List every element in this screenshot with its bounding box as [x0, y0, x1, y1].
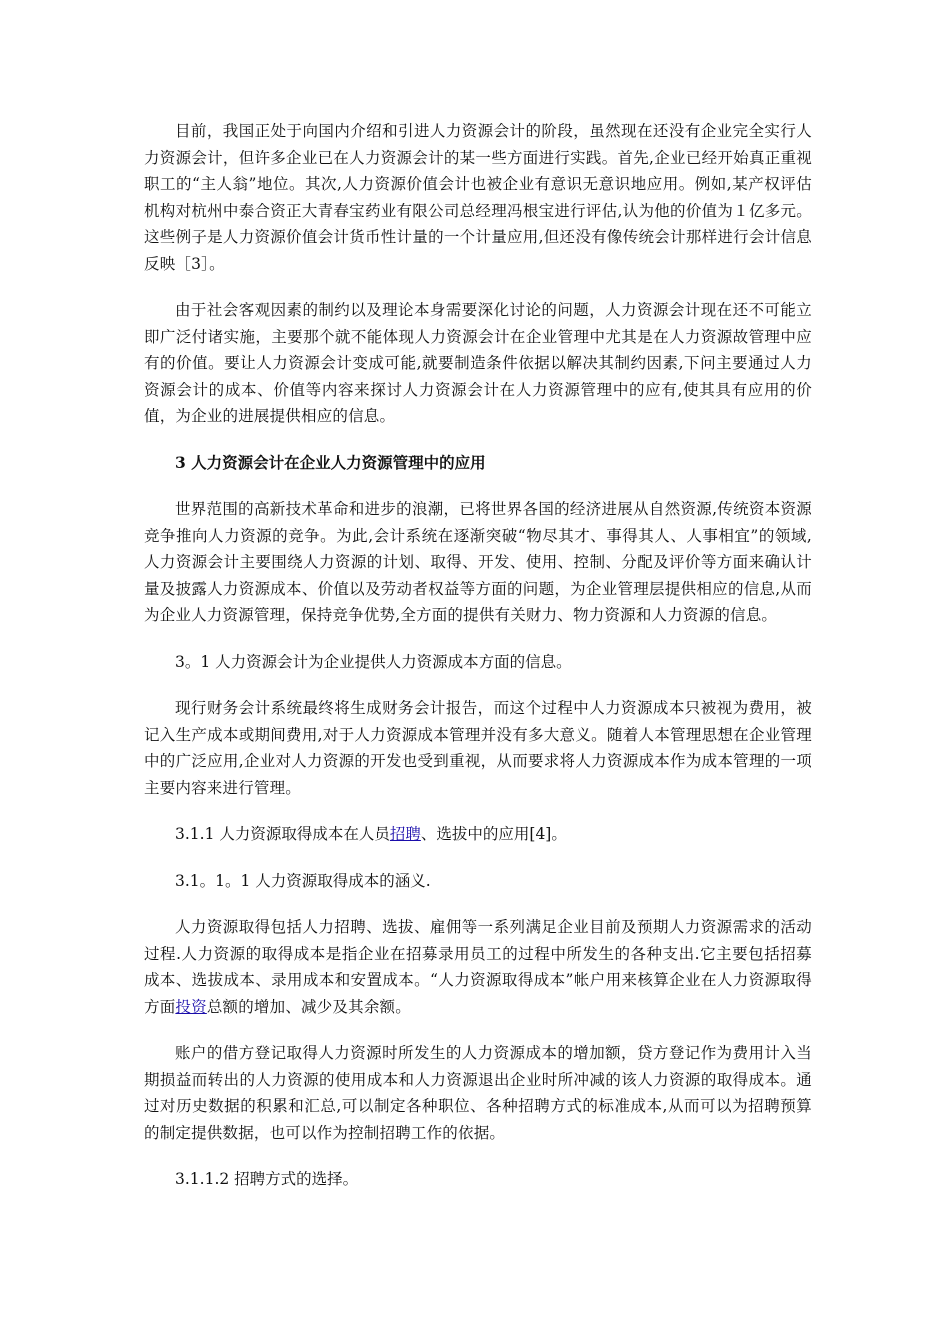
paragraph-account-entries: 账户的借方登记取得人力资源时所发生的人力资源成本的增加额，贷方登记作为费用计入当期损益而转出的人力资源的使用成本和人力资源退出企业时所冲减的该人力资源的取得成本。通过对历史数据的积累和汇总,可以制定各种职位、各种招聘方式的标准成本,从而可以为招聘预算的制定提供数据，也可以作为控制招聘工作的依据。	[144, 1044, 812, 1142]
paragraph-text-after-link: 总额的增加、减少及其余额。	[206, 997, 411, 1016]
subsection-heading-3-1-1-2: 3.1.1.2 招聘方式的选择。	[175, 1170, 359, 1188]
subsection-heading-3-1-1	[144, 821, 812, 848]
paragraph-constraints: 由于社会客观因素的制约以及理论本身需要深化讨论的问题，人力资源会计现在还不可能立即广泛付诸实施，主要那个就不能体现人力资源会计在企业管理中尤其是在人力资源故管理中应有的价值。要让人力资源会计变成可能,就要制造条件依据以解决其制约因素,下问主要通过人力资源会计的成本、价值等内容来探讨人力资源会计在人力资源管理中的应有,使其具有应用的价值，为企业的进展提供相应的信息。	[144, 301, 812, 425]
paragraph-cost-info: 现行财务会计系统最终将生成财务会计报告，而这个过程中人力资源成本只被视为费用，被记入生产成本或期间费用,对于人力资源成本管理并没有多大意义。随着人本管理思想在企业管理中的广泛应用,企业对人力资源的开发也受到重视，从而要求将人力资源成本作为成本管理的一项主要内容来进行管理。	[144, 699, 812, 797]
paragraph-current-status: 目前，我国正处于向国内介绍和引进人力资源会计的阶段，虽然现在还没有企业完全实行人力资源会计，但许多企业已在人力资源会计的某一些方面进行实践。首先,企业已经开始真正重视职工的“主人翁”地位。其次,人力资源价值会计也被企业有意识无意识地应用。例如,某产权评估机构对杭州中泰合资正大青春宝药业有限公司总经理冯根宝进行评估,认为他的价值为１亿多元。这些例子是人力资源价值会计货币性计量的一个计量应用,但还没有像传统会计那样进行会计信息反映［3］。	[144, 122, 812, 273]
paragraph-world-trends: 世界范围的高新技术革命和进步的浪潮，已将世界各国的经济进展从自然资源,传统资本资源竞争推向人力资源的竞争。为此,会计系统在逐渐突破“物尽其才、事得其人、人事相宜”的领域,人力资源会计主要围绕人力资源的计划、取得、开发、使用、控制、分配及评价等方面来确认计量及披露人力资源成本、价值以及劳动者权益等方面的问题，为企业管理层提供相应的信息,从而为企业人力资源管理，保持竞争优势,全方面的提供有关财力、物力资源和人力资源的信息。	[144, 500, 812, 624]
heading-text-after-link: 、选拔中的应用[4]。	[420, 825, 567, 843]
investment-link[interactable]: 投资	[175, 997, 207, 1016]
heading-text-before-link: 3.1.1 人力资源取得成本在人员	[175, 825, 390, 843]
document-body	[144, 118, 812, 1213]
paragraph-acquisition-cost	[144, 914, 812, 1020]
subsection-heading-3-1-1-1: 3.1。1。1 人力资源取得成本的涵义.	[175, 871, 431, 890]
section-heading-3: 3 人力资源会计在企业人力资源管理中的应用	[175, 452, 486, 472]
paragraph-text-before-link: 人力资源取得包括人力招聘、选拔、雇佣等一系列满足企业目前及预期人力资源需求的活动过程.人力资源的取得成本是指企业在招募录用员工的过程中所发生的各种支出.它主要包括招募成本、选拔成本、录用成本和安置成本。“人力资源取得成本”帐户用来核算企业在人力资源取得方面	[144, 918, 812, 1016]
recruitment-link[interactable]: 招聘	[389, 825, 421, 843]
subsection-heading-3-1: 3。1 人力资源会计为企业提供人力资源成本方面的信息。	[175, 652, 572, 671]
